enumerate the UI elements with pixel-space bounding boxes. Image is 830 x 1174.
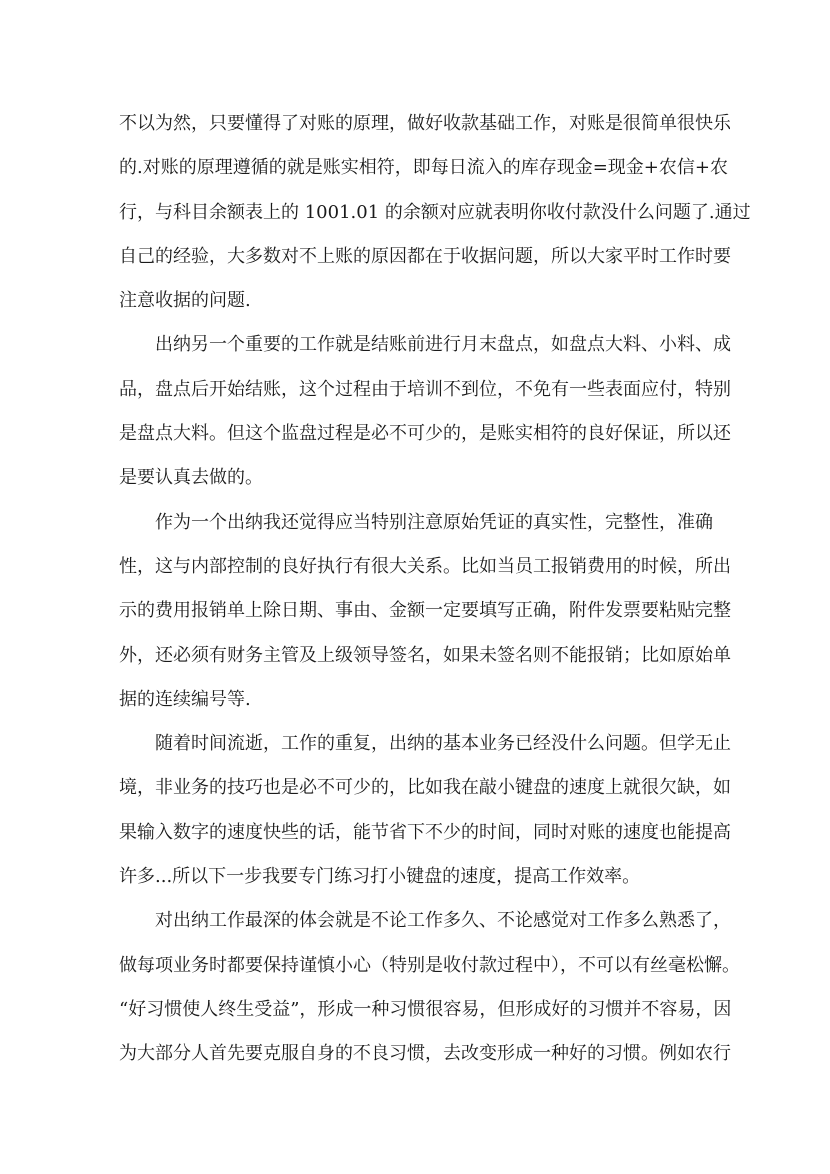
text-line: 许多...所以下一步我要专门练习打小键盘的速度，提高工作效率。: [119, 866, 641, 888]
text-line: 的.对账的原理遵循的就是账实相符，即每日流入的库存现金=现金+农信+农: [119, 157, 728, 179]
text-line: 性，这与内部控制的良好执行有很大关系。比如当员工报销费用的时候，所出: [119, 555, 731, 577]
text-line: “好习惯使人终生受益”，形成一种习惯很容易，但形成好的习惯并不容易，因: [119, 998, 732, 1020]
paragraph: [119, 722, 731, 899]
text-line: 境，非业务的技巧也是必不可少的，比如我在敲小键盘的速度上就很欠缺，如: [119, 777, 731, 799]
text-line: 随着时间流逝，工作的重复，出纳的基本业务已经没什么问题。但学无止: [155, 733, 731, 755]
text-line: 是盘点大料。但这个监盘过程是必不可少的，是账实相符的良好保证，所以还: [119, 423, 731, 445]
text-line: 品，盘点后开始结账，这个过程由于培训不到位，不免有一些表面应付，特别: [119, 378, 731, 400]
text-line: 对出纳工作最深的体会就是不论工作多久、不论感觉对工作多么熟悉了，: [155, 910, 731, 932]
paragraph: [119, 102, 751, 323]
text-line: 作为一个出纳我还觉得应当特别注意原始凭证的真实性，完整性，准确: [155, 511, 713, 533]
text-line: 果输入数字的速度快些的话，能节省下不少的时间，同时对账的速度也能提高: [119, 821, 731, 843]
text-line: 自己的经验，大多数对不上账的原因都在于收据问题，所以大家平时工作时要: [119, 245, 731, 267]
text-line: 是要认真去做的。: [119, 467, 263, 489]
text-line: 示的费用报销单上除日期、事由、金额一定要填写正确，附件发票要粘贴完整: [119, 600, 731, 622]
document-page: [119, 102, 751, 1077]
text-line: 据的连续编号等.: [119, 688, 251, 710]
text-line: 为大部分人首先要克服自身的不良习惯，去改变形成一种好的习惯。例如农行: [119, 1043, 731, 1065]
text-line: 不以为然，只要懂得了对账的原理，做好收款基础工作，对账是很简单很快乐: [119, 113, 731, 134]
text-line: 出纳另一个重要的工作就是结账前进行月末盘点，如盘点大料、小料、成: [155, 334, 731, 356]
paragraph: [119, 323, 731, 500]
paragraph: [119, 501, 731, 722]
paragraph: [119, 899, 740, 1076]
text-line: 外，还必须有财务主管及上级领导签名，如果未签名则不能报销；比如原始单: [119, 644, 731, 666]
text-line: 行，与科目余额表上的 1001.01 的余额对应就表明你收付款没什么问题了.通过: [119, 201, 751, 223]
text-line: 做每项业务时都要保持谨慎小心（特别是收付款过程中），不可以有丝毫松懈。: [119, 954, 740, 976]
text-line: 注意收据的问题.: [119, 290, 251, 312]
